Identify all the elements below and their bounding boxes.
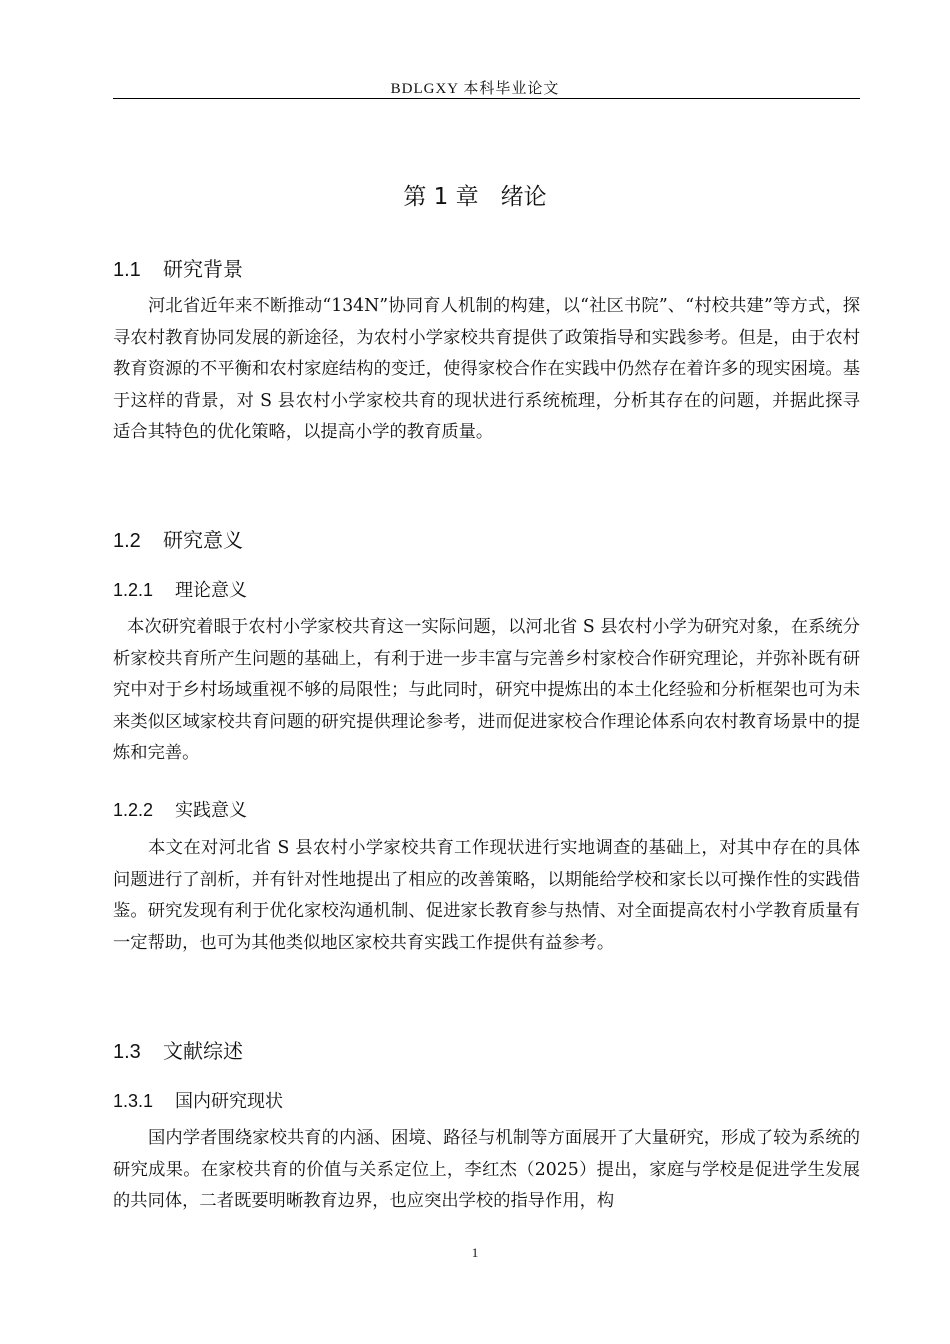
subsection-number: 1.2.2 (113, 800, 154, 820)
section-title: 研究意义 (163, 528, 243, 552)
section-title: 研究背景 (163, 257, 243, 281)
subsection-heading-1-2-1 (113, 576, 860, 602)
paragraph-domestic-research: 国内学者围绕家校共育的内涵、困境、路径与机制等方面展开了大量研究，形成了较为系统的研究成果。在家校共育的价值与关系定位上，李红杰（2025）提出，家庭与学校是促进学生发展的共同体，二者既要明晰教育边界，也应突出学校的指导作用，构 (113, 1128, 860, 1211)
subsection-title: 理论意义 (175, 580, 247, 601)
subsection-number: 1.2.1 (113, 580, 154, 600)
section-number: 1.2 (113, 530, 141, 552)
header-rule (113, 98, 860, 99)
paragraph-research-background: 河北省近年来不断推动“134N”协同育人机制的构建，以“社区书院”、“村校共建”等方式，探寻农村教育协同发展的新途径，为农村小学家校共育提供了政策指导和实践参考。但是，由于农村教育资源的不平衡和农村家庭结构的变迁，使得家校合作在实践中仍然存在着许多的现实困境。基于这样的背景，对 S 县农村小学家校共育的现状进行系统梳理，分析其存在的问题，并据此探寻适合其特色的优化策略，以提高小学的教育质量。 (113, 296, 860, 442)
paragraph-practical-significance: 本文在对河北省 S 县农村小学家校共育工作现状进行实地调查的基础上，对其中存在的具体问题进行了剖析，并有针对性地提出了相应的改善策略，以期能给学校和家长以可操作性的实践借鉴。研究发现有利于优化家校沟通机制、促进家长教育参与热情、对全面提高农村小学教育质量有一定帮助，也可为其他类似地区家校共育实践工作提供有益参考。 (113, 838, 860, 953)
chapter-title (0, 178, 950, 211)
subsection-number: 1.3.1 (113, 1091, 154, 1111)
running-header: BDLGXY 本科毕业论文 (390, 81, 560, 97)
chapter-number: 第 1 章 (403, 184, 479, 210)
subsection-heading-1-3-1 (113, 1087, 860, 1113)
subsection-title: 国内研究现状 (175, 1091, 283, 1112)
section-heading-1-1 (113, 253, 860, 282)
section-heading-1-2 (113, 524, 860, 553)
section-heading-1-3 (113, 1035, 860, 1064)
section-number: 1.1 (113, 259, 141, 281)
subsection-title: 实践意义 (175, 800, 247, 821)
section-title: 文献综述 (163, 1039, 243, 1063)
section-number: 1.3 (113, 1041, 141, 1063)
chapter-name: 绪论 (500, 184, 547, 210)
subsection-heading-1-2-2 (113, 796, 860, 822)
paragraph-theoretical-significance: 本次研究着眼于农村小学家校共育这一实际问题，以河北省 S 县农村小学为研究对象，在系统分析家校共育所产生问题的基础上，有利于进一步丰富与完善乡村家校合作研究理论，并弥补既有研究中对于乡村场域重视不够的局限性；与此同时，研究中提炼出的本土化经验和分析框架也可为未来类似区域家校共育问题的研究提供理论参考，进而促进家校合作理论体系向农村教育场景中的提炼和完善。 (113, 617, 860, 763)
page-number: 1 (471, 1245, 479, 1260)
